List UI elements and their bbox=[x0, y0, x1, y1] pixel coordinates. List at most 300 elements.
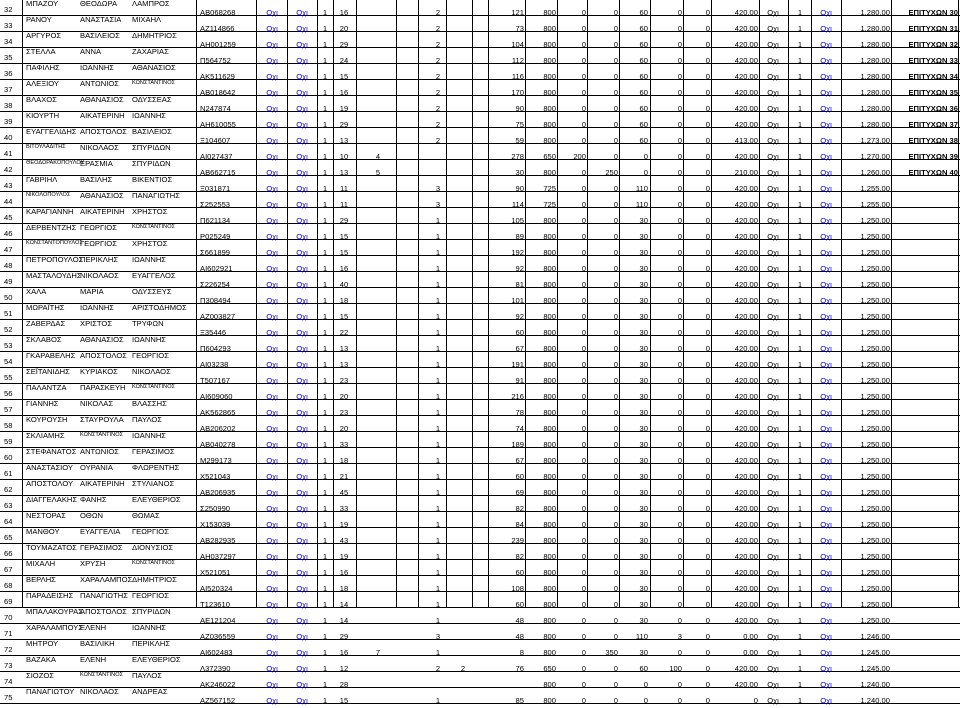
cell-father[interactable]: ΒΙΚΕΝΤΙΟΣ bbox=[132, 175, 173, 184]
cell-q[interactable]: Οχι bbox=[767, 632, 779, 641]
cell-last[interactable]: ΑΡΓΥΡΟΣ bbox=[26, 31, 62, 40]
cell-s[interactable]: 1 bbox=[797, 424, 803, 433]
cell-t[interactable]: Οχι bbox=[820, 88, 832, 97]
cell-p[interactable]: 420,00 bbox=[734, 40, 758, 49]
cell-b[interactable]: Οχι bbox=[296, 56, 308, 65]
cell-d[interactable]: 15 bbox=[339, 312, 349, 321]
cell-s[interactable]: 1 bbox=[797, 72, 803, 81]
cell-last[interactable]: ΣΕΪΤΑΝΙΔΗΣ bbox=[26, 367, 70, 376]
cell-m[interactable]: 0 bbox=[677, 696, 682, 705]
cell-d[interactable]: 20 bbox=[339, 392, 349, 401]
cell-j[interactable]: 0 bbox=[581, 120, 586, 129]
cell-n[interactable]: 45 bbox=[4, 213, 13, 222]
cell-o[interactable]: 0 bbox=[705, 440, 710, 449]
cell-h[interactable]: 60 bbox=[515, 600, 524, 609]
cell-h[interactable]: 73 bbox=[515, 24, 524, 33]
cell-father[interactable]: ΛΑΜΠΡΟΣ bbox=[132, 0, 170, 8]
cell-a[interactable]: Οχι bbox=[266, 536, 278, 545]
cell-d[interactable]: 40 bbox=[339, 280, 349, 289]
cell-a[interactable]: Οχι bbox=[266, 584, 278, 593]
cell-d[interactable]: 13 bbox=[339, 344, 349, 353]
cell-c[interactable]: 1 bbox=[322, 568, 328, 577]
cell-f[interactable]: 1 bbox=[435, 344, 441, 353]
cell-h[interactable]: 101 bbox=[511, 296, 524, 305]
cell-b[interactable]: Οχι bbox=[296, 632, 308, 641]
cell-k[interactable]: 0 bbox=[613, 184, 618, 193]
cell-first[interactable]: ΕΥΑΓΓΕΛΙΑ bbox=[80, 527, 121, 536]
cell-t[interactable]: Οχι bbox=[820, 520, 832, 529]
cell-father[interactable]: ΓΕΩΡΓΙΟΣ bbox=[132, 527, 169, 536]
cell-c[interactable]: 1 bbox=[322, 264, 328, 273]
cell-m[interactable]: 0 bbox=[677, 552, 682, 561]
cell-c[interactable]: 1 bbox=[322, 536, 328, 545]
cell-first[interactable]: ΝΙΚΟΛΑΟΣ bbox=[80, 687, 119, 696]
cell-a[interactable]: Οχι bbox=[266, 472, 278, 481]
cell-s[interactable]: 1 bbox=[797, 88, 803, 97]
cell-n[interactable]: 62 bbox=[4, 485, 13, 494]
cell-j[interactable]: 0 bbox=[581, 472, 586, 481]
cell-a[interactable]: Οχι bbox=[266, 72, 278, 81]
cell-e[interactable] bbox=[370, 693, 386, 708]
cell-b[interactable]: Οχι bbox=[296, 440, 308, 449]
cell-n[interactable]: 37 bbox=[4, 85, 13, 94]
cell-s[interactable]: 1 bbox=[797, 344, 803, 353]
cell-d[interactable]: 11 bbox=[340, 184, 348, 193]
cell-d[interactable]: 19 bbox=[339, 520, 349, 529]
cell-l[interactable]: 30 bbox=[639, 520, 648, 529]
cell-f[interactable]: 1 bbox=[435, 408, 441, 417]
cell-first[interactable]: ΙΩΑΝΝΗΣ bbox=[80, 63, 114, 72]
cell-d[interactable]: 19 bbox=[339, 552, 349, 561]
cell-c[interactable]: 1 bbox=[322, 72, 328, 81]
cell-t[interactable]: Οχι bbox=[820, 216, 832, 225]
cell-q[interactable]: Οχι bbox=[767, 696, 779, 705]
cell-father[interactable]: ΜΙΧΑΗΛ bbox=[132, 15, 162, 24]
cell-father[interactable]: ΚΩΝΣΤΑΝΤΙΝΟΣ bbox=[132, 224, 176, 230]
cell-q[interactable]: Οχι bbox=[767, 88, 779, 97]
cell-t[interactable]: Οχι bbox=[820, 472, 832, 481]
cell-n[interactable]: 38 bbox=[4, 101, 13, 110]
cell-q[interactable]: Οχι bbox=[767, 536, 779, 545]
cell-d[interactable]: 22 bbox=[339, 328, 349, 337]
cell-c[interactable]: 1 bbox=[322, 232, 328, 241]
cell-p[interactable]: 420,00 bbox=[734, 680, 758, 689]
cell-l[interactable]: 30 bbox=[639, 600, 648, 609]
cell-f[interactable]: 1 bbox=[435, 616, 441, 625]
cell-s[interactable]: 1 bbox=[797, 56, 803, 65]
cell-n[interactable]: 32 bbox=[4, 5, 13, 14]
cell-b[interactable]: Οχι bbox=[296, 376, 308, 385]
cell-f[interactable]: 2 bbox=[435, 40, 441, 49]
cell-father[interactable]: ΕΥΑΓΓΕΛΟΣ bbox=[132, 271, 176, 280]
cell-s[interactable]: 1 bbox=[797, 280, 803, 289]
cell-f[interactable]: 1 bbox=[435, 520, 441, 529]
cell-n[interactable]: 65 bbox=[4, 533, 13, 542]
cell-d[interactable]: 20 bbox=[339, 424, 349, 433]
cell-j[interactable]: 0 bbox=[581, 360, 586, 369]
cell-s[interactable]: 1 bbox=[797, 696, 803, 705]
cell-f[interactable]: 1 bbox=[435, 584, 441, 593]
cell-f[interactable]: 3 bbox=[435, 184, 441, 193]
cell-last[interactable]: ΒΛΑΧΟΣ bbox=[26, 95, 57, 104]
cell-p[interactable]: 420,00 bbox=[734, 72, 758, 81]
cell-t[interactable]: Οχι bbox=[820, 104, 832, 113]
cell-u[interactable]: 1.280,00 bbox=[860, 56, 890, 65]
cell-m[interactable]: 0 bbox=[677, 408, 682, 417]
cell-c[interactable]: 1 bbox=[322, 24, 328, 33]
cell-d[interactable]: 10 bbox=[339, 152, 349, 161]
cell-c[interactable]: 1 bbox=[322, 104, 328, 113]
cell-id[interactable]: Χ521051 bbox=[200, 568, 231, 577]
cell-last[interactable]: ΓΙΑΝΝΗΣ bbox=[26, 399, 59, 408]
cell-i[interactable]: 800 bbox=[543, 504, 556, 513]
cell-l[interactable]: 60 bbox=[639, 104, 648, 113]
cell-u[interactable]: 1.250,00 bbox=[860, 392, 890, 401]
cell-k[interactable]: 250 bbox=[605, 168, 618, 177]
cell-s[interactable]: 1 bbox=[797, 568, 803, 577]
cell-u[interactable]: 1.280,00 bbox=[860, 24, 890, 33]
cell-last[interactable]: ΓΑΒΡΙΗΛ bbox=[26, 175, 58, 184]
cell-o[interactable]: 0 bbox=[705, 40, 710, 49]
cell-f[interactable]: 1 bbox=[435, 424, 441, 433]
cell-father[interactable]: ΒΛΑΣΣΗΣ bbox=[132, 399, 167, 408]
cell-p[interactable]: 420,00 bbox=[734, 392, 758, 401]
cell-s[interactable]: 1 bbox=[797, 24, 803, 33]
cell-l[interactable]: 60 bbox=[639, 8, 648, 17]
cell-t[interactable]: Οχι bbox=[820, 40, 832, 49]
cell-i[interactable]: 800 bbox=[543, 248, 556, 257]
cell-d[interactable]: 13 bbox=[339, 168, 349, 177]
cell-j[interactable]: 0 bbox=[581, 88, 586, 97]
cell-u[interactable]: 1.280,00 bbox=[860, 120, 890, 129]
cell-b[interactable]: Οχι bbox=[296, 472, 308, 481]
cell-m[interactable]: 0 bbox=[677, 648, 682, 657]
cell-m[interactable]: 0 bbox=[677, 600, 682, 609]
cell-b[interactable]: Οχι bbox=[296, 264, 308, 273]
cell-p[interactable]: 420,00 bbox=[734, 488, 758, 497]
cell-h[interactable]: 48 bbox=[515, 616, 524, 625]
cell-father[interactable]: ΦΛΩΡΕΝΤΗΣ bbox=[132, 463, 180, 472]
cell-last[interactable]: ΑΠΟΣΤΟΛΟΥ bbox=[26, 479, 74, 488]
cell-father[interactable]: ΠΑΥΛΟΣ bbox=[132, 415, 162, 424]
cell-f[interactable]: 3 bbox=[435, 632, 441, 641]
cell-v[interactable]: ΕΠΙΤΥΧΩΝ 40 bbox=[908, 168, 958, 177]
cell-father[interactable]: ΚΩΝΣΤΑΝΤΙΝΟΣ bbox=[132, 80, 176, 86]
cell-n[interactable]: 71 bbox=[4, 629, 13, 638]
cell-i[interactable]: 800 bbox=[543, 552, 556, 561]
cell-m[interactable]: 0 bbox=[677, 296, 682, 305]
cell-d[interactable]: 15 bbox=[339, 232, 349, 241]
cell-m[interactable]: 0 bbox=[677, 344, 682, 353]
cell-s[interactable]: 1 bbox=[797, 408, 803, 417]
cell-b[interactable]: Οχι bbox=[296, 136, 308, 145]
cell-f[interactable]: 1 bbox=[435, 504, 441, 513]
cell-h[interactable]: 76 bbox=[515, 664, 524, 673]
cell-t[interactable]: Οχι bbox=[820, 312, 832, 321]
cell-father[interactable]: ΒΑΣΙΛΕΙΟΣ bbox=[132, 127, 172, 136]
cell-id[interactable]: Χ521043 bbox=[200, 472, 231, 481]
cell-d[interactable]: 28 bbox=[339, 680, 349, 689]
cell-last[interactable]: ΔΕΡΒΕΝΤΖΗΣ bbox=[26, 223, 77, 232]
cell-t[interactable]: Οχι bbox=[820, 360, 832, 369]
cell-a[interactable]: Οχι bbox=[266, 360, 278, 369]
cell-h[interactable]: 278 bbox=[511, 152, 524, 161]
cell-b[interactable]: Οχι bbox=[296, 120, 308, 129]
cell-b[interactable]: Οχι bbox=[296, 520, 308, 529]
cell-i[interactable]: 800 bbox=[543, 360, 556, 369]
cell-n[interactable]: 63 bbox=[4, 501, 13, 510]
cell-c[interactable]: 1 bbox=[322, 520, 328, 529]
cell-o[interactable]: 0 bbox=[705, 104, 710, 113]
cell-n[interactable]: 70 bbox=[4, 613, 13, 622]
cell-o[interactable]: 0 bbox=[705, 648, 710, 657]
cell-father[interactable]: ΠΑΝΑΓΙΩΤΗΣ bbox=[132, 191, 180, 200]
cell-o[interactable]: 0 bbox=[705, 184, 710, 193]
cell-l[interactable]: 0 bbox=[643, 168, 648, 177]
cell-father[interactable]: ΟΔΥΣΣΕΑΣ bbox=[132, 95, 172, 104]
cell-o[interactable]: 0 bbox=[705, 376, 710, 385]
cell-id[interactable]: Π564752 bbox=[200, 56, 231, 65]
cell-last[interactable]: ΜΠΑΛΑΚΟΥΡΑΣ bbox=[26, 607, 83, 616]
cell-f[interactable]: 1 bbox=[435, 280, 441, 289]
cell-i[interactable]: 800 bbox=[543, 424, 556, 433]
cell-a[interactable]: Οχι bbox=[266, 168, 278, 177]
cell-j[interactable]: 0 bbox=[581, 312, 586, 321]
cell-s[interactable]: 1 bbox=[797, 600, 803, 609]
cell-first[interactable]: ΒΑΣΙΛΗΣ bbox=[80, 175, 113, 184]
cell-i[interactable]: 725 bbox=[543, 200, 556, 209]
cell-d[interactable]: 11 bbox=[340, 200, 348, 209]
cell-k[interactable]: 0 bbox=[613, 392, 618, 401]
cell-k[interactable]: 0 bbox=[613, 504, 618, 513]
cell-h[interactable]: 90 bbox=[515, 104, 524, 113]
cell-d[interactable]: 14 bbox=[339, 616, 349, 625]
cell-father[interactable]: ΑΝΔΡΕΑΣ bbox=[132, 687, 168, 696]
cell-u[interactable]: 1.255,00 bbox=[860, 200, 890, 209]
cell-p[interactable]: 413,00 bbox=[734, 136, 758, 145]
cell-o[interactable]: 0 bbox=[705, 136, 710, 145]
cell-j[interactable]: 0 bbox=[581, 280, 586, 289]
cell-id[interactable]: Ξ031871 bbox=[200, 184, 231, 193]
cell-m[interactable]: 0 bbox=[677, 56, 682, 65]
cell-n[interactable]: 73 bbox=[4, 661, 13, 670]
cell-a[interactable]: Οχι bbox=[266, 504, 278, 513]
cell-p[interactable]: 420,00 bbox=[734, 520, 758, 529]
cell-n[interactable]: 72 bbox=[4, 645, 13, 654]
cell-last[interactable]: ΑΝΑΣΤΑΣΙΟΥ bbox=[26, 463, 73, 472]
cell-last[interactable]: ΔΙΑΓΓΕΛΑΚΗΣ bbox=[26, 495, 78, 504]
cell-u[interactable]: 1.246,00 bbox=[860, 632, 890, 641]
cell-p[interactable]: 420,00 bbox=[734, 88, 758, 97]
cell-c[interactable]: 1 bbox=[322, 472, 328, 481]
cell-a[interactable]: Οχι bbox=[266, 376, 278, 385]
cell-id[interactable]: ΑΙ520324 bbox=[200, 584, 233, 593]
cell-i[interactable]: 800 bbox=[543, 344, 556, 353]
cell-p[interactable]: 420,00 bbox=[734, 616, 758, 625]
cell-q[interactable]: Οχι bbox=[767, 232, 779, 241]
cell-s[interactable]: 1 bbox=[797, 360, 803, 369]
cell-l[interactable]: 30 bbox=[639, 264, 648, 273]
cell-k[interactable]: 0 bbox=[613, 280, 618, 289]
cell-o[interactable]: 0 bbox=[705, 280, 710, 289]
cell-id[interactable]: ΑΗ037297 bbox=[200, 552, 236, 561]
cell-l[interactable]: 30 bbox=[639, 248, 648, 257]
cell-l[interactable]: 30 bbox=[639, 568, 648, 577]
cell-j[interactable]: 0 bbox=[581, 600, 586, 609]
cell-u[interactable]: 1.250,00 bbox=[860, 296, 890, 305]
cell-h[interactable]: 239 bbox=[511, 536, 524, 545]
cell-s[interactable]: 1 bbox=[797, 504, 803, 513]
cell-p[interactable]: 420,00 bbox=[734, 568, 758, 577]
cell-k[interactable]: 0 bbox=[613, 472, 618, 481]
cell-b[interactable]: Οχι bbox=[296, 200, 308, 209]
cell-q[interactable]: Οχι bbox=[767, 56, 779, 65]
cell-first[interactable]: ΒΑΣΙΛΕΙΟΣ bbox=[80, 31, 120, 40]
cell-p[interactable]: 0,00 bbox=[743, 648, 758, 657]
cell-s[interactable]: 1 bbox=[797, 184, 803, 193]
cell-q[interactable]: Οχι bbox=[767, 488, 779, 497]
cell-k[interactable]: 0 bbox=[613, 104, 618, 113]
cell-p[interactable]: 420,00 bbox=[734, 472, 758, 481]
cell-father[interactable]: ΙΩΑΝΝΗΣ bbox=[132, 335, 166, 344]
cell-m[interactable]: 0 bbox=[677, 72, 682, 81]
cell-b[interactable]: Οχι bbox=[296, 568, 308, 577]
cell-j[interactable]: 0 bbox=[581, 424, 586, 433]
cell-a[interactable]: Οχι bbox=[266, 216, 278, 225]
cell-a[interactable]: Οχι bbox=[266, 312, 278, 321]
cell-last[interactable]: ΚΑΡΑΓΙΑΝΝΗ bbox=[26, 207, 74, 216]
cell-q[interactable]: Οχι bbox=[767, 168, 779, 177]
cell-o[interactable]: 0 bbox=[705, 56, 710, 65]
cell-first[interactable]: ΧΑΡΑΛΑΜΠΟΣ bbox=[80, 575, 133, 584]
cell-m[interactable]: 0 bbox=[677, 360, 682, 369]
cell-p[interactable]: 420,00 bbox=[734, 408, 758, 417]
cell-a[interactable]: Οχι bbox=[266, 184, 278, 193]
cell-h[interactable]: 74 bbox=[515, 424, 524, 433]
cell-j[interactable]: 0 bbox=[581, 504, 586, 513]
cell-v[interactable]: ΕΠΙΤΥΧΩΝ 39 bbox=[908, 152, 958, 161]
cell-i[interactable]: 650 bbox=[543, 152, 556, 161]
cell-father[interactable]: ΚΩΝΣΤΑΝΤΙΝΟΣ bbox=[132, 560, 176, 566]
cell-l[interactable]: 110 bbox=[635, 184, 648, 193]
cell-s[interactable]: 1 bbox=[797, 216, 803, 225]
cell-m[interactable]: 0 bbox=[677, 200, 682, 209]
cell-l[interactable]: 60 bbox=[639, 40, 648, 49]
cell-q[interactable]: Οχι bbox=[767, 24, 779, 33]
cell-o[interactable]: 0 bbox=[705, 264, 710, 273]
cell-k[interactable]: 0 bbox=[613, 376, 618, 385]
cell-q[interactable]: Οχι bbox=[767, 8, 779, 17]
cell-n[interactable]: 49 bbox=[4, 277, 13, 286]
cell-l[interactable]: 30 bbox=[639, 392, 648, 401]
cell-o[interactable]: 0 bbox=[705, 472, 710, 481]
cell-h[interactable]: 59 bbox=[515, 136, 524, 145]
cell-a[interactable]: Οχι bbox=[266, 296, 278, 305]
cell-f[interactable]: 2 bbox=[435, 24, 441, 33]
cell-a[interactable]: Οχι bbox=[266, 200, 278, 209]
cell-a[interactable]: Οχι bbox=[266, 648, 278, 657]
cell-v[interactable]: ΕΠΙΤΥΧΩΝ 31 bbox=[908, 24, 958, 33]
cell-id[interactable]: Χ153039 bbox=[200, 520, 231, 529]
cell-c[interactable]: 1 bbox=[322, 152, 328, 161]
cell-o[interactable]: 0 bbox=[705, 72, 710, 81]
cell-id[interactable]: Π621134 bbox=[200, 216, 231, 225]
cell-first[interactable]: ΑΘΑΝΑΣΙΟΣ bbox=[80, 191, 124, 200]
cell-d[interactable]: 18 bbox=[339, 296, 349, 305]
cell-j[interactable]: 0 bbox=[581, 184, 586, 193]
cell-h[interactable]: 112 bbox=[511, 56, 524, 65]
cell-u[interactable]: 1.250,00 bbox=[860, 312, 890, 321]
cell-last[interactable]: ΒΕΡΛΗΣ bbox=[26, 575, 56, 584]
cell-f[interactable]: 1 bbox=[435, 312, 441, 321]
cell-v[interactable]: ΕΠΙΤΥΧΩΝ 30 bbox=[908, 8, 958, 17]
cell-father[interactable]: ΣΠΥΡΙΔΩΝ bbox=[132, 143, 171, 152]
cell-id[interactable]: Ξ35446 bbox=[200, 328, 227, 337]
cell-a[interactable]: Οχι bbox=[266, 264, 278, 273]
cell-d[interactable]: 29 bbox=[339, 120, 349, 129]
cell-t[interactable]: Οχι bbox=[820, 120, 832, 129]
cell-d[interactable]: 16 bbox=[339, 88, 349, 97]
cell-j[interactable]: 200 bbox=[573, 152, 586, 161]
cell-f[interactable]: 1 bbox=[435, 696, 441, 705]
cell-b[interactable]: Οχι bbox=[296, 392, 308, 401]
cell-father[interactable]: ΤΡΥΦΩΝ bbox=[132, 319, 164, 328]
cell-first[interactable]: ΑΝΤΩΝΙΟΣ bbox=[80, 79, 119, 88]
cell-t[interactable]: Οχι bbox=[820, 584, 832, 593]
cell-k[interactable]: 0 bbox=[613, 232, 618, 241]
cell-id[interactable]: ΑΒ206202 bbox=[200, 424, 236, 433]
cell-l[interactable]: 30 bbox=[639, 584, 648, 593]
cell-a[interactable]: Οχι bbox=[266, 408, 278, 417]
cell-v[interactable]: ΕΠΙΤΥΧΩΝ 37 bbox=[908, 120, 958, 129]
cell-father[interactable]: ΣΠΥΡΙΔΩΝ bbox=[132, 607, 171, 616]
cell-id[interactable]: Σ252553 bbox=[200, 200, 231, 209]
cell-f[interactable]: 1 bbox=[435, 232, 441, 241]
cell-last[interactable]: ΠΕΤΡΟΠΟΥΛΟΣ bbox=[26, 255, 84, 264]
cell-q[interactable]: Οχι bbox=[767, 136, 779, 145]
cell-q[interactable]: Οχι bbox=[767, 504, 779, 513]
cell-f[interactable]: 1 bbox=[435, 248, 441, 257]
cell-c[interactable]: 1 bbox=[322, 680, 328, 689]
cell-a[interactable]: Οχι bbox=[266, 328, 278, 337]
cell-father[interactable]: ΕΛΕΥΘΕΡΙΟΣ bbox=[132, 495, 181, 504]
cell-s[interactable]: 1 bbox=[797, 120, 803, 129]
cell-n[interactable]: 48 bbox=[4, 261, 13, 270]
cell-q[interactable]: Οχι bbox=[767, 472, 779, 481]
cell-v[interactable]: ΕΠΙΤΥΧΩΝ 33 bbox=[908, 56, 958, 65]
cell-u[interactable]: 1.250,00 bbox=[860, 616, 890, 625]
cell-last[interactable]: ΚΙΟΥΡΤΗ bbox=[26, 111, 60, 120]
cell-first[interactable]: ΑΙΚΑΤΕΡΙΝΗ bbox=[80, 111, 125, 120]
cell-first[interactable]: ΑΠΟΣΤΟΛΟΣ bbox=[80, 351, 127, 360]
cell-o[interactable]: 0 bbox=[705, 88, 710, 97]
cell-father[interactable]: ΓΕΩΡΓΙΟΣ bbox=[132, 591, 169, 600]
cell-p[interactable]: 420,00 bbox=[734, 344, 758, 353]
cell-q[interactable]: Οχι bbox=[767, 312, 779, 321]
cell-n[interactable]: 74 bbox=[4, 677, 13, 686]
cell-i[interactable]: 800 bbox=[543, 568, 556, 577]
cell-h[interactable]: 67 bbox=[515, 456, 524, 465]
cell-j[interactable]: 0 bbox=[581, 232, 586, 241]
cell-first[interactable]: ΒΑΣΙΛΙΚΗ bbox=[80, 639, 115, 648]
cell-c[interactable]: 1 bbox=[322, 328, 328, 337]
cell-b[interactable]: Οχι bbox=[296, 664, 308, 673]
cell-h[interactable]: 60 bbox=[515, 472, 524, 481]
cell-father[interactable]: ΔΙΟΝΥΣΙΟΣ bbox=[132, 543, 174, 552]
cell-u[interactable]: 1.280,00 bbox=[860, 72, 890, 81]
cell-i[interactable]: 800 bbox=[543, 584, 556, 593]
cell-h[interactable]: 105 bbox=[511, 216, 524, 225]
